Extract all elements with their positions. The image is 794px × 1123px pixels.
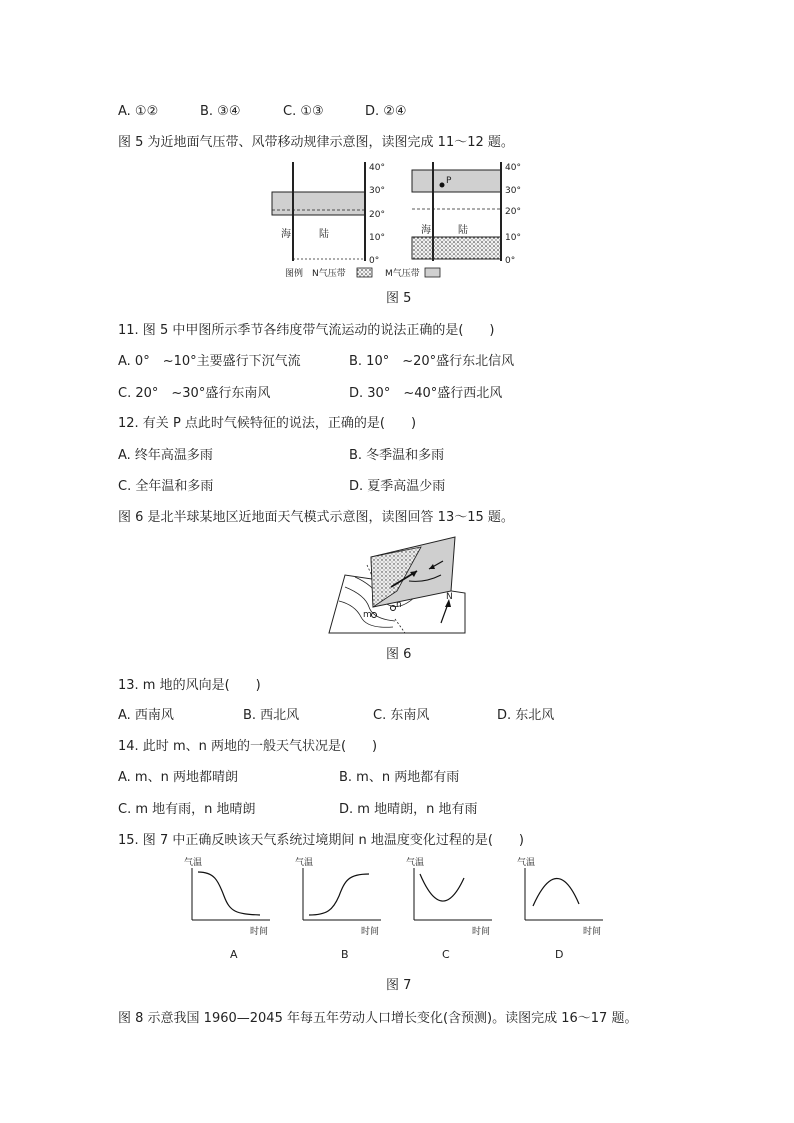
fig7-d-letter: D bbox=[555, 948, 564, 961]
fig6-point-m-label: m bbox=[363, 610, 372, 620]
q13-option-b: B. 西北风 bbox=[243, 708, 300, 723]
fig7-b-curve bbox=[309, 874, 369, 915]
fig5-left-lat-20: 20° bbox=[369, 210, 385, 220]
q13-stem: 13. m 地的风向是( ) bbox=[118, 678, 261, 693]
figure-6 bbox=[325, 535, 475, 637]
fig5-left-lat-0: 0° bbox=[369, 256, 380, 266]
q13-option-d: D. 东北风 bbox=[497, 708, 555, 723]
fig7-a-xlabel: 时间 bbox=[250, 927, 269, 937]
q14-option-b: B. m、n 两地都有雨 bbox=[339, 770, 460, 785]
fig7-c-curve bbox=[420, 874, 464, 901]
q10-option-b: B. ③④ bbox=[200, 104, 241, 119]
fig6-north-label: N bbox=[446, 592, 453, 602]
fig7-d-xlabel: 时间 bbox=[583, 927, 602, 937]
fig5-intro: 图 5 为近地面气压带、风带移动规律示意图，读图完成 11～12 题。 bbox=[118, 135, 514, 150]
fig5-legend-m: M气压带 bbox=[385, 269, 420, 279]
fig7-panel-a bbox=[184, 856, 270, 961]
q12-stem: 12. 有关 P 点此时气候特征的说法，正确的是( ) bbox=[118, 416, 417, 431]
fig7-d-curve bbox=[533, 878, 579, 906]
fig7-c-letter: C bbox=[442, 948, 450, 961]
fig6-intro: 图 6 是北半球某地区近地面天气模式示意图，读图回答 13～15 题。 bbox=[118, 510, 514, 525]
q10-option-d: D. ②④ bbox=[365, 104, 407, 119]
fig7-a-letter: A bbox=[230, 948, 238, 961]
fig7-a-curve bbox=[198, 872, 260, 915]
q11-option-a: A. 0° ~10°主要盛行下沉气流 bbox=[118, 354, 301, 369]
fig5-right-lat-20: 20° bbox=[505, 207, 521, 217]
q10-option-c: C. ①③ bbox=[283, 104, 324, 119]
fig5-right-lat-40: 40° bbox=[505, 163, 521, 173]
fig5-right-sea: 海 bbox=[421, 225, 431, 236]
q11-option-c: C. 20° ~30°盛行东南风 bbox=[118, 386, 271, 401]
fig7-b-letter: B bbox=[341, 948, 349, 961]
fig5-left-land: 陆 bbox=[319, 229, 329, 240]
fig5-right-m-belt bbox=[412, 170, 501, 192]
fig5-legend-n-swatch bbox=[357, 268, 372, 277]
q11-option-b: B. 10° ~20°盛行东北信风 bbox=[349, 354, 515, 369]
fig5-caption: 图 5 bbox=[386, 291, 412, 306]
q11-option-d: D. 30° ~40°盛行西北风 bbox=[349, 386, 503, 401]
fig7-panel-b bbox=[295, 856, 381, 961]
fig5-legend-title: 图例 bbox=[285, 269, 304, 279]
fig5-point-p-label: P bbox=[446, 176, 452, 186]
figure-5 bbox=[265, 157, 525, 282]
fig5-legend-m-swatch bbox=[425, 268, 440, 277]
fig6-point-n-label: n bbox=[396, 600, 402, 610]
fig5-left-sea: 海 bbox=[281, 229, 291, 240]
fig6-caption: 图 6 bbox=[386, 647, 412, 662]
fig5-right-land: 陆 bbox=[458, 225, 468, 236]
fig5-left-lat-10: 10° bbox=[369, 233, 385, 243]
q15-stem: 15. 图 7 中正确反映该天气系统过境期间 n 地温度变化过程的是( ) bbox=[118, 833, 524, 848]
q14-option-c: C. m 地有雨，n 地晴朗 bbox=[118, 802, 256, 817]
q11-stem: 11. 图 5 中甲图所示季节各纬度带气流运动的说法正确的是( ) bbox=[118, 323, 495, 338]
fig5-right-lat-0: 0° bbox=[505, 256, 516, 266]
fig5-point-p bbox=[440, 183, 445, 188]
q13-option-c: C. 东南风 bbox=[373, 708, 430, 723]
q14-stem: 14. 此时 m、n 两地的一般天气状况是( ) bbox=[118, 739, 378, 754]
q14-option-a: A. m、n 两地都晴朗 bbox=[118, 770, 238, 785]
fig8-intro: 图 8 示意我国 1960—2045 年每五年劳动人口增长变化(含预测)。读图完成 16～17 题。 bbox=[118, 1011, 638, 1026]
fig7-b-xlabel: 时间 bbox=[361, 927, 380, 937]
fig5-left-m-belt bbox=[272, 192, 365, 215]
fig5-left-lat-30: 30° bbox=[369, 186, 385, 196]
q10-option-a: A. ①② bbox=[118, 104, 159, 119]
fig5-right-n-belt bbox=[412, 237, 501, 259]
fig7-panel-c bbox=[406, 856, 492, 961]
q12-option-b: B. 冬季温和多雨 bbox=[349, 448, 445, 463]
fig7-caption: 图 7 bbox=[386, 978, 412, 993]
q12-option-d: D. 夏季高温少雨 bbox=[349, 479, 446, 494]
q14-option-d: D. m 地晴朗，n 地有雨 bbox=[339, 802, 478, 817]
fig7-panel-d bbox=[517, 856, 603, 961]
fig7-a-ylabel: 气温 bbox=[184, 858, 203, 868]
q12-option-a: A. 终年高温多雨 bbox=[118, 448, 213, 463]
fig5-right-lat-10: 10° bbox=[505, 233, 521, 243]
fig5-left-lat-40: 40° bbox=[369, 163, 385, 173]
fig5-right-lat-30: 30° bbox=[505, 186, 521, 196]
q13-option-a: A. 西南风 bbox=[118, 708, 174, 723]
fig7-c-ylabel: 气温 bbox=[406, 858, 425, 868]
figure-7 bbox=[180, 854, 620, 966]
q12-option-c: C. 全年温和多雨 bbox=[118, 479, 214, 494]
fig7-b-ylabel: 气温 bbox=[295, 858, 314, 868]
fig7-d-ylabel: 气温 bbox=[517, 858, 536, 868]
fig5-legend-n: N气压带 bbox=[312, 269, 346, 279]
fig7-c-xlabel: 时间 bbox=[472, 927, 491, 937]
